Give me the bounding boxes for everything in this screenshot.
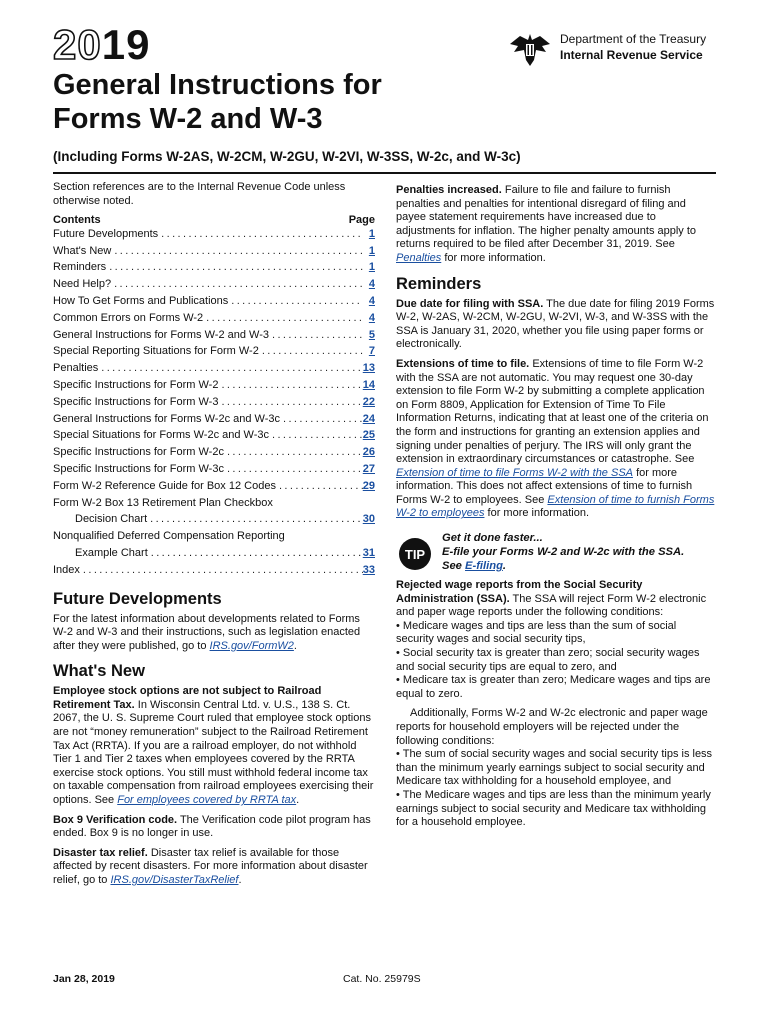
form-year <box>53 22 150 68</box>
tip-line-3: See E-filing. <box>442 560 507 573</box>
toc-entry-label: General Instructions for Forms W-2c and W-3c <box>53 412 280 425</box>
toc-entry-label: Specific Instructions for Form W-2 <box>53 378 219 391</box>
extensions-paragraph: Extensions of time to file. Extensions of time to file Form W-2 with the SSA are not automatic. You may request one 30-day extension to file Form W-2 by submitting a complete application on Form 8809, Application for Extension of Time To File Information Returns, indicating that at least one of the criteria on the form and instructions for granting an extension applies and signing under penalties of perjury. The IRS will only grant the extension in extraordinary circumstances or catastrophe. See Extension of time to file Forms W-2 with the SSA for more information. This does not affect extensions of time to furnish Forms W-2 to employees. See Extension of time to furnish Forms W-2 to employees for more information. <box>396 357 715 520</box>
tip-icon <box>398 537 432 571</box>
whats-new-heading: What's New <box>53 662 145 681</box>
toc-entry-label: What's New <box>53 244 112 257</box>
toc-leader-dots <box>111 245 363 259</box>
toc-entry[interactable] <box>53 295 375 312</box>
bullet-icon: • <box>396 647 403 660</box>
toc-entry-label: Special Reporting Situations for Form W-2 <box>53 345 259 358</box>
toc-page-link[interactable]: 31 <box>362 546 375 559</box>
bullet-item: • The sum of social security wages and social security tips is less than the minimum yearly earnings subject to social security and Medicare tax withholding for a household employee, and <box>396 748 713 788</box>
toc-entry-label: Decision Chart <box>75 513 148 526</box>
toc-entry[interactable] <box>53 396 375 413</box>
right-column <box>396 184 716 830</box>
toc-entry-label: Specific Instructions for Form W-3 <box>53 395 219 408</box>
toc-entry-box13[interactable] <box>53 513 375 530</box>
toc-leader-dots <box>224 446 363 460</box>
year-outline-digits: 20 <box>53 21 102 68</box>
household-conditions-list <box>396 748 716 830</box>
toc-page-link[interactable]: 7 <box>368 345 375 358</box>
bullet-icon: • <box>396 619 403 632</box>
toc-leader-dots <box>228 295 363 309</box>
title-line-1: General Instructions for <box>53 69 382 101</box>
toc-page-link[interactable]: 1 <box>368 261 375 274</box>
toc-entry-label: Need Help? <box>53 278 112 291</box>
due-date-paragraph: Due date for filing with SSA. The due date for filing 2019 Forms W-2, W-2AS, W-2CM, W-2GU, W-2VI, W-3, and W-3SS with the SSA is January 31, 2020, whether you file using paper forms or electronically. <box>396 297 715 351</box>
bullet-item: • The Medicare wages and tips are less than the minimum yearly earnings subject to social security and Medicare tax withholding for a household employee. <box>396 788 711 829</box>
toc-entry-box13-line1: Form W-2 Box 13 Retirement Plan Checkbox <box>53 496 273 509</box>
toc-leader-dots <box>106 261 363 275</box>
toc-page-link[interactable]: 30 <box>362 513 375 526</box>
toc-page-link[interactable]: 5 <box>368 328 375 341</box>
contents-header <box>53 214 375 228</box>
toc-entry-nqdc[interactable] <box>53 547 375 564</box>
bullet-icon: • <box>396 748 403 761</box>
toc-page-link[interactable]: 26 <box>362 446 375 459</box>
left-column <box>53 181 375 888</box>
toc-page-link[interactable]: 1 <box>368 227 375 240</box>
toc-entry[interactable] <box>53 329 375 346</box>
disaster-paragraph: Disaster tax relief. Disaster tax relief is available for those affected by recent disasters. For more information about disaster relief, go to IRS.gov/DisasterTaxRelief. <box>53 846 368 887</box>
efiling-link[interactable]: E-filing <box>465 560 503 573</box>
toc-leader-dots <box>148 547 363 561</box>
toc-leader-dots <box>269 329 363 343</box>
penalties-paragraph: Penalties increased. Failure to file and failure to furnish penalties and penalties for intentional disregard of filing and payee statement requirements have increased due to adjustments for inflation. The higher penalty amounts apply to returns required to be filed after December 31, 2019. See Penalties for more information. <box>396 184 697 264</box>
toc-leader-dots <box>111 278 363 292</box>
toc-entry-label: Form W-2 Reference Guide for Box 12 Codes <box>53 479 276 492</box>
toc-entry-label: Index <box>53 563 80 576</box>
toc-leader-dots <box>218 396 362 410</box>
toc-page-link[interactable]: 14 <box>362 378 375 391</box>
toc-leader-dots <box>276 480 363 494</box>
footer-cat-number: Cat. No. 25979S <box>343 973 421 985</box>
bullet-item: • Medicare tax is greater than zero; Medicare wages and tips are equal to zero. <box>396 674 711 700</box>
toc-entry[interactable] <box>53 278 375 295</box>
toc-page-link[interactable]: 4 <box>368 311 375 324</box>
toc-leader-dots <box>224 463 363 477</box>
formw2-link[interactable]: IRS.gov/FormW2 <box>209 639 294 652</box>
toc-leader-dots <box>147 513 363 527</box>
toc-entry[interactable] <box>53 261 375 278</box>
toc-leader-dots <box>80 564 363 578</box>
toc-leader-dots <box>218 379 362 393</box>
year-solid-digits: 19 <box>101 21 151 68</box>
document-title <box>53 68 382 136</box>
toc-page-link[interactable]: 25 <box>362 429 375 442</box>
esop-paragraph: Employee stock options are not subject to Railroad Retirement Tax. In Wisconsin Central Ltd. v. U.S., 138 S. Ct. 2067, the U. S. Supreme Court ruled that employee stock options are not “money remuneration” subject to the Railroad Retirement Tax Act (RRTA). If you are a railroad employer, do not withhold Tier 1 and Tier 2 taxes when employees covered by the RRTA exercise stock options. You still must withhold federal income tax on taxable compensation from railroad employees exercising their options. See For employees covered by RRTA tax. <box>53 685 374 807</box>
toc-entry-label: Penalties <box>53 362 99 375</box>
toc-entry-nqdc-line1: Nonqualified Deferred Compensation Reporting <box>53 530 285 543</box>
toc-entry-label: Reminders <box>53 261 107 274</box>
irs-eagle-seal-icon <box>506 30 554 70</box>
box9-paragraph: Box 9 Verification code. The Verification code pilot program has ended. Box 9 is no longer in use. <box>53 813 371 840</box>
toc-entry[interactable] <box>53 245 375 262</box>
disaster-relief-link[interactable]: IRS.gov/DisasterTaxRelief <box>110 874 239 887</box>
extension-file-link[interactable]: Extension of time to file Forms W-2 with the SSA <box>396 466 633 479</box>
rejected-conditions-list <box>396 620 716 702</box>
toc-entry-label: Specific Instructions for Form W-3c <box>53 462 224 475</box>
toc-entry[interactable] <box>53 446 375 463</box>
toc-entry[interactable] <box>53 429 375 446</box>
extension-furnish-link[interactable]: Extension of time to furnish Forms W-2 to employees <box>396 493 715 520</box>
agency-block <box>506 30 721 70</box>
toc-entry[interactable] <box>53 480 375 497</box>
toc-page-link[interactable]: 13 <box>362 362 375 375</box>
toc-entry-label: General Instructions for Forms W-2 and W-3 <box>53 328 269 341</box>
page-label: Page <box>348 214 375 227</box>
toc-entry-label: How To Get Forms and Publications <box>53 294 229 307</box>
future-developments-text: For the latest information about developments related to Forms W-2 and W-3 and their instructions, such as legislation enacted after they were published, go to IRS.gov/FormW2. <box>53 612 361 652</box>
toc-entry-label: Future Developments <box>53 227 159 240</box>
toc-page-link[interactable]: 27 <box>362 462 375 475</box>
tip-box <box>396 531 716 573</box>
toc-page-link[interactable]: 4 <box>368 278 375 291</box>
bullet-icon: • <box>396 788 403 801</box>
agency-name: Internal Revenue Service <box>560 48 703 62</box>
tip-line-2: E-file your Forms W-2 and W-2c with the SSA. <box>442 546 685 559</box>
toc-page-link[interactable]: 33 <box>362 563 375 576</box>
reminders-heading: Reminders <box>396 274 482 293</box>
toc-entry[interactable] <box>53 362 375 379</box>
penalties-link[interactable]: Penalties <box>396 251 442 264</box>
intro-text: Section references are to the Internal Revenue Code unless otherwise noted. <box>53 181 346 207</box>
department-name: Department of the Treasury <box>560 32 707 46</box>
additionally-paragraph: Additionally, Forms W-2 and W-2c electronic and paper wage reports for household employers will be rejected under the following conditions: <box>396 707 708 747</box>
toc-leader-dots <box>98 362 362 376</box>
toc-page-link[interactable]: 24 <box>362 412 375 425</box>
toc-page-link[interactable]: 1 <box>368 244 375 257</box>
table-of-contents <box>53 228 375 497</box>
toc-leader-dots <box>280 413 363 427</box>
toc-entry[interactable] <box>53 379 375 396</box>
toc-page-link[interactable]: 22 <box>362 395 375 408</box>
tip-line-1: Get it done faster... <box>442 532 543 545</box>
footer-date: Jan 28, 2019 <box>53 973 115 985</box>
contents-label: Contents <box>53 214 101 227</box>
toc-entry[interactable] <box>53 413 375 430</box>
toc-entry-label: Specific Instructions for Form W-2c <box>53 446 224 459</box>
toc-leader-dots <box>203 312 363 326</box>
bullet-item: • Social security tax is greater than zero; social security wages and social security tips are equal to zero, and <box>396 647 700 673</box>
rejected-paragraph: Rejected wage reports from the Social Security Administration (SSA). The SSA will reject Form W-2 electronic and paper wage reports under the following conditions: <box>396 579 707 619</box>
tip-text <box>442 531 684 573</box>
header-divider <box>53 172 716 174</box>
toc-entry[interactable] <box>53 345 375 362</box>
toc-entry-label: Example Chart <box>75 546 148 559</box>
toc-leader-dots <box>259 345 363 359</box>
toc-entry-label: Common Errors on Forms W-2 <box>53 311 204 324</box>
toc-entry-label: Special Situations for Forms W-2c and W-3c <box>53 429 270 442</box>
document-subtitle: (Including Forms W-2AS, W-2CM, W-2GU, W-2VI, W-3SS, W-2c, and W-3c) <box>53 149 521 164</box>
title-line-2: Forms W-2 and W-3 <box>53 103 323 135</box>
toc-entry[interactable] <box>53 228 375 245</box>
toc-entry-index[interactable] <box>53 564 375 581</box>
bullet-icon: • <box>396 674 403 687</box>
toc-entry[interactable] <box>53 463 375 480</box>
future-developments-heading: Future Developments <box>53 589 222 608</box>
bullet-item: • Medicare wages and tips are less than the sum of social security wages and social security tips, <box>396 619 677 646</box>
toc-leader-dots <box>269 429 363 443</box>
rrta-link[interactable]: For employees covered by RRTA tax <box>117 794 297 807</box>
toc-page-link[interactable]: 29 <box>362 479 375 492</box>
svg-text:TIP: TIP <box>404 547 426 563</box>
toc-entry[interactable] <box>53 312 375 329</box>
toc-leader-dots <box>158 228 363 242</box>
toc-page-link[interactable]: 4 <box>368 294 375 307</box>
